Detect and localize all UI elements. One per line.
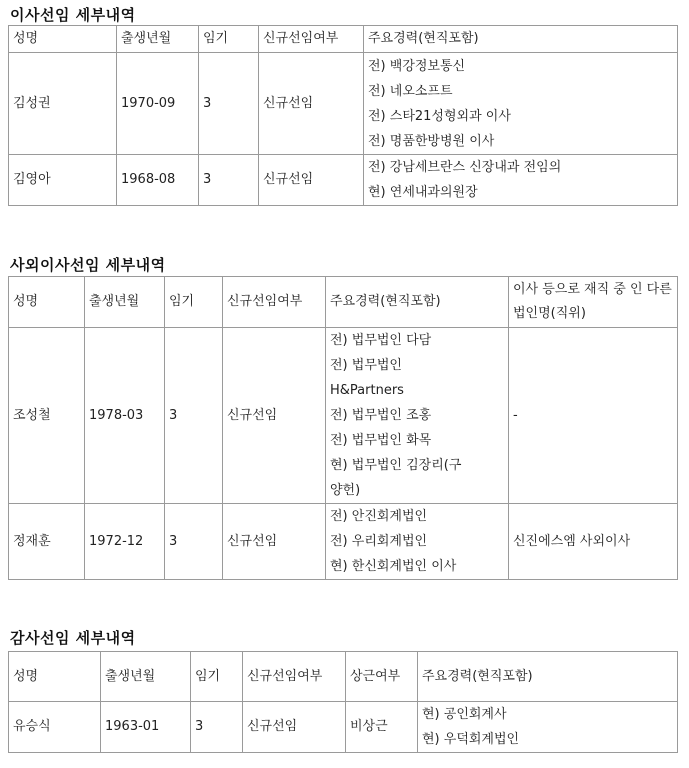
career-line: 현) 우덕회계법인	[422, 732, 520, 747]
section-title-directors: 이사선임 세부내역	[10, 6, 136, 24]
career-cell	[364, 53, 678, 155]
name-cell: 김성권	[9, 53, 117, 155]
header-cell: 신규선임여부	[223, 277, 326, 328]
career-line: 전) 스타21성형외과 이사	[368, 108, 511, 124]
header-cell: 신규선임여부	[259, 26, 364, 53]
new-appointment-cell: 신규선임	[259, 155, 364, 206]
table-header-row	[9, 26, 678, 53]
name-cell: 정재훈	[9, 504, 85, 580]
table-header-row	[9, 277, 678, 328]
header-cell: 상근여부	[346, 652, 418, 702]
fulltime-cell: 비상근	[346, 702, 418, 753]
career-cell	[326, 504, 509, 580]
term-cell: 3	[165, 328, 223, 504]
term-cell: 3	[199, 155, 259, 206]
name-cell: 유승식	[9, 702, 101, 753]
term-cell: 3	[199, 53, 259, 155]
term-cell: 3	[191, 702, 243, 753]
career-line: 현) 법무법인 김장리(구	[330, 458, 462, 473]
table-row	[9, 53, 678, 155]
table-row	[9, 702, 678, 753]
new-appointment-cell: 신규선임	[223, 504, 326, 580]
header-cell: 신규선임여부	[243, 652, 346, 702]
other-company-cell: 신진에스엠 사외이사	[509, 504, 678, 580]
career-line: 전) 안진회계법인	[330, 509, 428, 524]
table-header-row	[9, 652, 678, 702]
career-cell	[418, 702, 678, 753]
header-cell: 성명	[9, 652, 101, 702]
career-line: 전) 법무법인	[330, 358, 402, 373]
header-cell: 이사 등으로 재직 중 인 다른 법인명(직위)	[509, 277, 678, 328]
header-cell: 주요경력(현직포함)	[364, 26, 678, 53]
header-cell: 성명	[9, 26, 117, 53]
career-line: 전) 명품한방병원 이사	[368, 133, 495, 149]
header-cell: 출생년월	[101, 652, 191, 702]
birth-cell: 1970-09	[117, 53, 199, 155]
career-line: 현) 공인회계사	[422, 707, 507, 722]
career-line: 현) 연세내과의원장	[368, 185, 478, 200]
header-cell: 임기	[165, 277, 223, 328]
career-line: 전) 법무법인 조홍	[330, 408, 432, 423]
new-appointment-cell: 신규선임	[243, 702, 346, 753]
career-line: 전) 백강정보통신	[368, 58, 466, 74]
term-cell: 3	[165, 504, 223, 580]
header-cell: 성명	[9, 277, 85, 328]
career-cell	[326, 328, 509, 504]
name-cell: 김영아	[9, 155, 117, 206]
career-line: 전) 네오소프트	[368, 83, 453, 99]
birth-cell: 1963-01	[101, 702, 191, 753]
header-cell: 출생년월	[117, 26, 199, 53]
other-company-cell: -	[509, 328, 678, 504]
outside-directors-table	[8, 276, 678, 580]
new-appointment-cell: 신규선임	[223, 328, 326, 504]
section-title-outside-directors: 사외이사선임 세부내역	[10, 256, 166, 274]
birth-cell: 1978-03	[85, 328, 165, 504]
name-cell: 조성철	[9, 328, 85, 504]
career-line: 현) 한신회계법인 이사	[330, 559, 457, 574]
section-title-auditors: 감사선임 세부내역	[10, 629, 136, 647]
career-cell	[364, 155, 678, 206]
career-line: 전) 강남세브란스 신장내과 전임의	[368, 160, 562, 175]
header-cell: 주요경력(현직포함)	[418, 652, 678, 702]
auditors-table	[8, 651, 678, 753]
table-row	[9, 328, 678, 504]
table-row	[9, 155, 678, 206]
career-line: 전) 법무법인 화목	[330, 433, 432, 448]
career-line: 양헌)	[330, 483, 361, 498]
career-line: 전) 법무법인 다담	[330, 333, 432, 348]
career-line: H&Partners	[330, 383, 404, 398]
new-appointment-cell: 신규선임	[259, 53, 364, 155]
birth-cell: 1968-08	[117, 155, 199, 206]
header-cell: 출생년월	[85, 277, 165, 328]
directors-table	[8, 25, 678, 206]
header-cell: 임기	[191, 652, 243, 702]
header-cell: 임기	[199, 26, 259, 53]
table-row	[9, 504, 678, 580]
header-cell: 주요경력(현직포함)	[326, 277, 509, 328]
birth-cell: 1972-12	[85, 504, 165, 580]
career-line: 전) 우리회계법인	[330, 534, 428, 549]
